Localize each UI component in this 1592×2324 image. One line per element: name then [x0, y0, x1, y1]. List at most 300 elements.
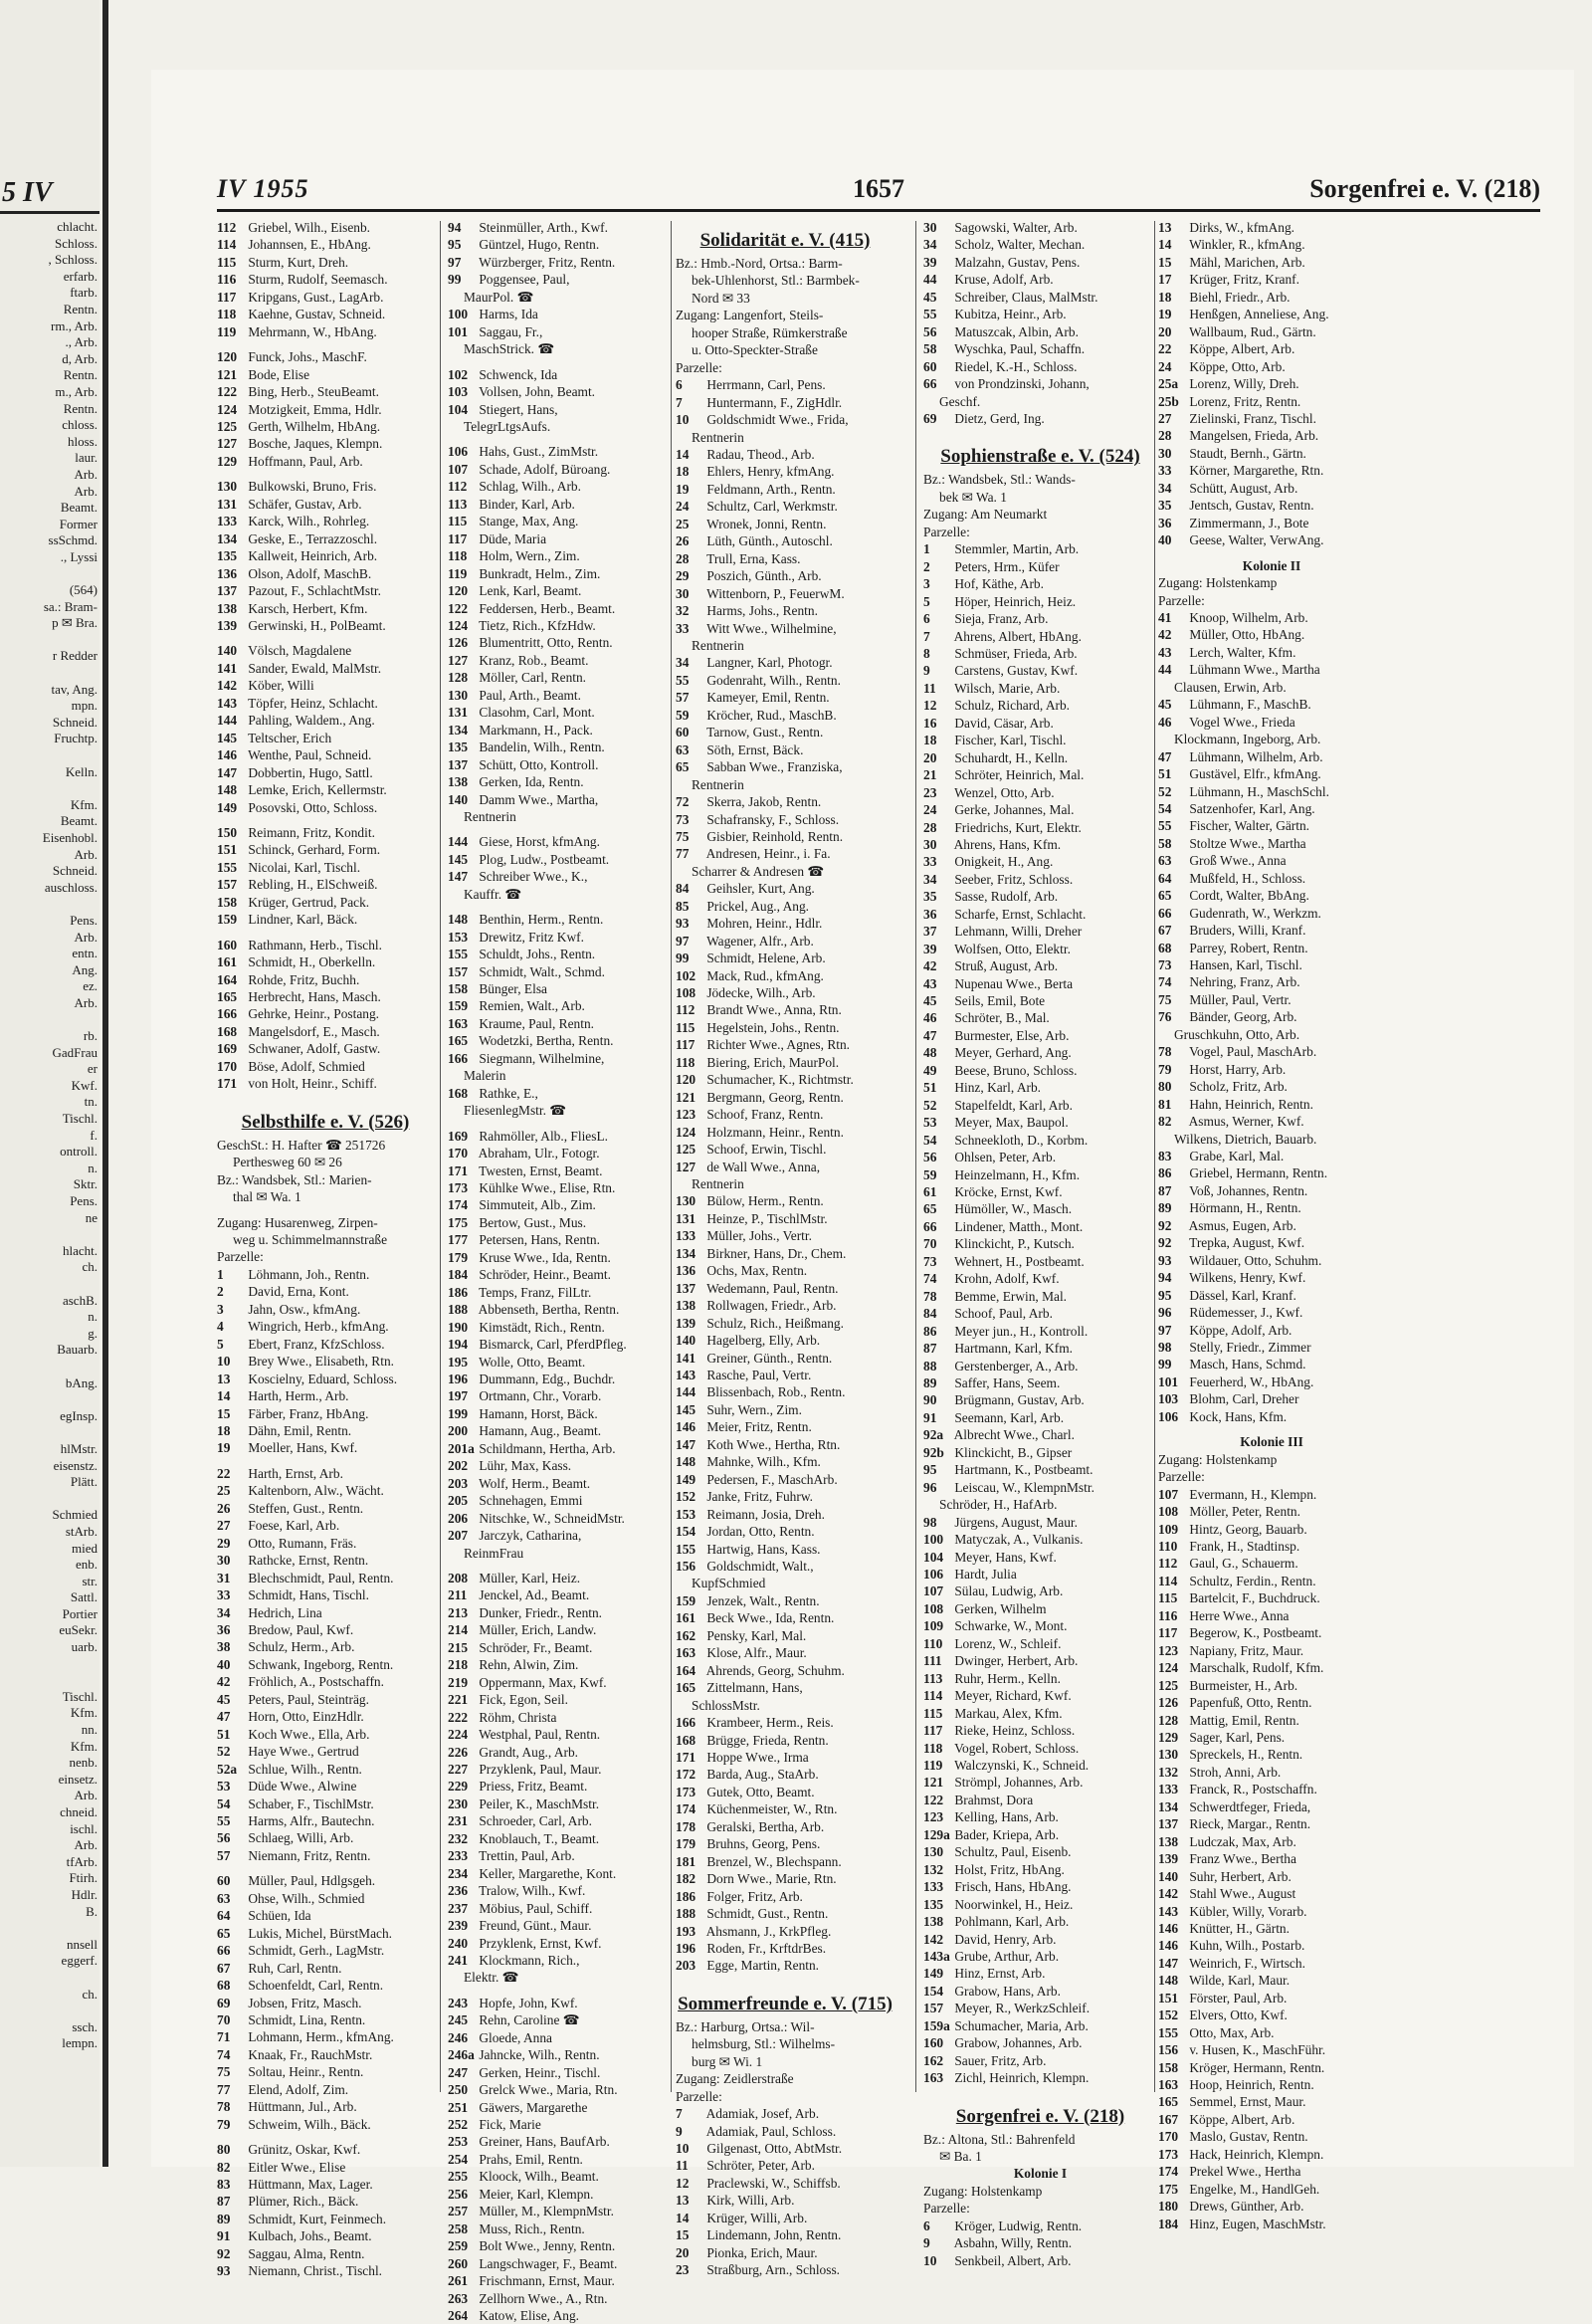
tenant-name: Schaber, F., TischlMstr. [245, 1796, 374, 1811]
tenant-name: Zichl, Heinrich, Klempn. [951, 2070, 1090, 2086]
continuation-line: ✉ Ba. 1 [939, 2149, 982, 2165]
parcel-number: 153 [676, 1506, 696, 1522]
parcel-number: 5 [923, 593, 930, 609]
tenant-name: Wallbaum, Rud., Gärtn. [1186, 323, 1316, 339]
tenant-name: Burmeister, H., Arb. [1186, 1677, 1298, 1693]
tenant-name: Mehrmann, W., HbAng. [245, 323, 377, 339]
parcel-entry [676, 1124, 895, 1141]
parcel-entry [923, 749, 1157, 766]
tenant-name: Gerke, Johannes, Mal. [951, 802, 1075, 818]
tenant-name: Mohren, Heinr., Hdlr. [703, 916, 823, 932]
tenant-name: Schulz, Richard, Arb. [951, 698, 1071, 714]
tenant-name: Düde, Maria [476, 530, 547, 546]
parcel-entry [217, 1977, 434, 1994]
continuation-line: thal ✉ Wa. 1 [233, 1189, 301, 1205]
tenant-name: Ohse, Wilh., Schmied [245, 1890, 365, 1906]
previous-page-line [0, 1656, 98, 1673]
parcel-entry [448, 1422, 667, 1439]
parcel-entry [923, 1531, 1157, 1548]
parcel-entry [923, 593, 1157, 610]
parcel-entry [676, 1367, 895, 1383]
parcel-entry [676, 602, 895, 619]
parcel-number: 28 [923, 819, 937, 835]
parcel-number: 19 [1158, 307, 1172, 322]
parcel-entry [676, 516, 895, 532]
tenant-name: Giese, Horst, kfmAng. [476, 834, 600, 850]
parcel-entry [217, 236, 434, 253]
tenant-name: Biering, Erich, MaurPol. [703, 1054, 840, 1070]
tenant-name: Grabe, Karl, Mal. [1186, 1149, 1285, 1164]
parcel-number: 171 [448, 1162, 469, 1178]
parcel-number: 43 [1158, 644, 1172, 660]
parcel-number: 140 [676, 1333, 696, 1349]
parcel-number: 208 [448, 1570, 469, 1585]
continuation-line: Elektr. ☎ [464, 1970, 519, 1986]
parcel-entry [217, 1638, 434, 1655]
parcel-number: 51 [923, 1080, 937, 1096]
tenant-name: Kameyer, Emil, Rentn. [703, 690, 830, 706]
previous-page-line: Arb. [74, 846, 98, 862]
tenant-name: Bülow, Herm., Rentn. [703, 1193, 824, 1209]
colony-heading: Kolonie I [1013, 2166, 1068, 2182]
previous-page-line: einsetz. [58, 1771, 98, 1787]
parcel-number: 106 [448, 444, 469, 460]
parcel-number: 170 [217, 1058, 238, 1074]
parcel-number: 144 [676, 1384, 696, 1400]
parcel-number: 16 [923, 715, 937, 731]
tenant-name: Greiner, Günth., Rentn. [703, 1350, 833, 1366]
tenant-name: Schmidt, Gerh., LagMstr. [245, 1943, 385, 1959]
tenant-name: Brey Wwe., Elisabeth, Rtn. [245, 1354, 394, 1370]
tenant-name: Wilkens, Henry, Kwf. [1186, 1270, 1306, 1286]
tenant-name: Ruh, Carl, Rentn. [245, 1960, 342, 1976]
parcel-entry [217, 841, 434, 858]
previous-page-line: Hdlr. [71, 1886, 98, 1902]
previous-page-line: Schneid. [52, 714, 98, 730]
previous-page-line: Beamt. [60, 813, 98, 829]
tenant-name: Saffer, Hans, Seem. [951, 1375, 1061, 1390]
parcel-number: 58 [923, 341, 937, 357]
parcel-number: 13 [676, 2193, 690, 2209]
parcel-number: 114 [923, 1688, 943, 1704]
parcel-entry [923, 1062, 1157, 1079]
parcel-entry [448, 1900, 667, 1917]
tenant-name: Burmester, Else, Arb. [951, 1027, 1070, 1043]
parcel-entry [448, 1179, 667, 1196]
parcel-number: 137 [1158, 1816, 1179, 1832]
parcel-number: 194 [448, 1337, 469, 1353]
previous-page-line: hlMstr. [60, 1440, 98, 1456]
parcel-number: 117 [676, 1037, 696, 1053]
parcel-entry [448, 565, 667, 582]
tenant-name: Schäfer, Gustav, Arb. [245, 496, 362, 512]
tenant-name: Bünger, Elsa [476, 981, 547, 997]
previous-page-line: Arb. [74, 1837, 98, 1853]
parcel-number: 93 [217, 2263, 231, 2279]
parcel-entry [676, 394, 895, 411]
association-info: Zugang: Holstenkamp [923, 2183, 1043, 2199]
previous-page-line [0, 747, 98, 764]
previous-page-line: tav, Ang. [51, 681, 98, 697]
parcel-entry [448, 1527, 667, 1544]
parcel-number: 151 [217, 842, 238, 858]
tenant-name: Schoof, Paul, Arb. [951, 1306, 1053, 1322]
parcel-entry [676, 2192, 895, 2209]
parcel-entry [923, 610, 1157, 627]
tenant-name: Müller, Paul, Hdlgsgeh. [245, 1873, 376, 1889]
tenant-name: Bulkowski, Bruno, Fris. [245, 479, 377, 495]
parcel-entry [448, 1621, 667, 1638]
parcel-number: 188 [448, 1302, 469, 1318]
previous-page-line: bAng. [65, 1374, 98, 1390]
tenant-name: Kröger, Hermann, Rentn. [1186, 2059, 1325, 2075]
parcel-number: 89 [923, 1375, 937, 1390]
tenant-name: Krohn, Adolf, Kwf. [951, 1271, 1060, 1287]
tenant-name: Holst, Fritz, HbAng. [951, 1861, 1065, 1877]
tenant-name: Gustävel, Elfr., kfmAng. [1186, 766, 1321, 782]
tenant-name: Schmidt, H., Oberkelln. [245, 954, 376, 970]
association-info: Zugang: Holstenkamp [1158, 575, 1278, 591]
parcel-number: 181 [676, 1853, 696, 1869]
tenant-name: Stroh, Anni, Arb. [1186, 1764, 1282, 1780]
previous-page-line [0, 1491, 98, 1508]
parcel-number: 115 [1158, 1590, 1178, 1606]
previous-page-line: g. [88, 1325, 98, 1341]
tenant-name: Ahrens, Hans, Kfm. [951, 836, 1062, 852]
tenant-name: Hansen, Karl, Tischl. [1186, 957, 1302, 973]
parcel-entry [217, 219, 434, 236]
parcel-entry [1158, 1287, 1385, 1304]
tenant-name: Güntzel, Hugo, Rentn. [476, 237, 600, 253]
tenant-name: Mangelsen, Frieda, Arb. [1186, 428, 1319, 444]
parcel-number: 143 [676, 1368, 696, 1382]
parcel-number: 53 [923, 1115, 937, 1131]
tenant-name: David, Cäsar, Arb. [951, 715, 1054, 731]
parcel-entry [676, 2157, 895, 2174]
tenant-name: Wittenborn, P., FeuerwM. [703, 585, 845, 601]
parcel-entry [448, 1231, 667, 1248]
parcel-entry [217, 289, 434, 306]
tenant-name: Wehnert, H., Postbeamt. [951, 1253, 1085, 1269]
parcel-entry [448, 547, 667, 564]
parcel-entry [1158, 1955, 1385, 1972]
parcel-number: 255 [448, 2169, 469, 2185]
parcel-entry [448, 2168, 667, 2185]
parcel-number: 20 [923, 749, 937, 765]
parcel-number: 27 [217, 1518, 231, 1534]
parcel-number: 96 [1158, 1305, 1172, 1321]
parcel-entry [676, 1870, 895, 1887]
parcel-number: 169 [217, 1041, 238, 1057]
tenant-name: Harms, Alfr., Bautechn. [245, 1812, 375, 1828]
parcel-number: 30 [217, 1553, 231, 1569]
parcel-number: 108 [1158, 1504, 1179, 1520]
tenant-name: Schmidt, Lina, Rentn. [245, 2011, 366, 2027]
tenant-name: Schwank, Ingeborg, Rentn. [245, 1656, 394, 1672]
parcel-entry [217, 418, 434, 435]
tenant-name: Trull, Erna, Kass. [703, 550, 801, 566]
tenant-name: Hörmann, H., Rentn. [1186, 1200, 1301, 1216]
parcel-entry [217, 254, 434, 271]
parcel-number: 123 [923, 1809, 944, 1825]
tenant-name: Vogel Wwe., Frieda [1186, 714, 1295, 730]
parcel-number: 165 [1158, 2094, 1179, 2110]
parcel-entry [448, 271, 667, 288]
tenant-name: Hamann, Aug., Beamt. [476, 1423, 602, 1439]
parcel-number: 67 [217, 1960, 231, 1976]
parcel-number: 205 [448, 1493, 469, 1509]
parcel-entry [923, 323, 1157, 340]
tenant-name: Schröter, Peter, Arb. [703, 2158, 815, 2174]
parcel-number: 89 [217, 2211, 231, 2226]
previous-page-line: ., Arb. [65, 334, 98, 350]
parcel-number: 259 [448, 2238, 469, 2254]
parcel-number: 33 [923, 854, 937, 870]
tenant-name: Grube, Arthur, Arb. [951, 1948, 1060, 1964]
tenant-name: Schildmann, Hertha, Arb. [476, 1440, 616, 1456]
parcel-number: 51 [1158, 766, 1172, 782]
parcel-entry [448, 634, 667, 651]
parcel-number: 61 [923, 1184, 937, 1200]
spacer [448, 435, 667, 443]
parcel-number: 23 [676, 2262, 690, 2278]
tenant-name: Hartmann, K., Postbeamt. [951, 1462, 1094, 1478]
parcel-number: 150 [217, 824, 238, 840]
tenant-name: Horn, Otto, EinzHdlr. [245, 1709, 364, 1725]
parcel-number: 143a [923, 1948, 950, 1964]
parcel-entry [1158, 393, 1385, 410]
parcel-number: 186 [676, 1888, 696, 1904]
tenant-name: Feddersen, Herb., Beamt. [476, 600, 616, 616]
parcel-number: 30 [923, 836, 937, 852]
parcel-number: 256 [448, 2186, 469, 2202]
tenant-name: Jenckel, Ad., Beamt. [476, 1587, 590, 1603]
parcel-number: 17 [1158, 272, 1172, 288]
parcel-number: 260 [448, 2255, 469, 2271]
parcel-entry [923, 1670, 1157, 1687]
tenant-name: Ahrends, Georg, Schuhm. [703, 1662, 845, 1678]
parcel-number: 14 [1158, 237, 1172, 253]
tenant-name: Motzigkeit, Emma, Hdlr. [245, 401, 382, 417]
parcel-number: 139 [217, 617, 238, 633]
parcel-entry [217, 1023, 434, 1040]
parcel-number: 162 [923, 2052, 944, 2068]
tenant-name: Höper, Heinrich, Heiz. [951, 593, 1077, 609]
tenant-name: Meyer, Max, Baupol. [951, 1115, 1069, 1131]
tenant-name: Pedersen, F., MaschArb. [703, 1471, 838, 1487]
tenant-name: Rathcke, Ernst, Rentn. [245, 1553, 369, 1569]
parcel-entry [217, 1586, 434, 1603]
parcel-number: 132 [923, 1861, 944, 1877]
parcel-entry [448, 1830, 667, 1847]
parcel-number: 11 [923, 680, 936, 696]
parcel-entry [448, 739, 667, 755]
parcel-entry [217, 1691, 434, 1708]
parcel-number: 142 [923, 1931, 944, 1947]
parcel-number: 179 [448, 1249, 469, 1265]
parcel-entry [217, 1726, 434, 1743]
parcel-entry [448, 1726, 667, 1743]
continuation-line: MaurPol. ☎ [464, 289, 534, 305]
previous-page-line: Pens. [70, 1193, 98, 1209]
parcel-entry [448, 2064, 667, 2081]
parcel-number: 203 [676, 1958, 696, 1974]
parcel-entry [1158, 1503, 1385, 1520]
parcel-entry [448, 1917, 667, 1934]
previous-page-line: Kwf. [71, 1077, 98, 1093]
continuation-line: hooper Straße, Rümkerstraße [692, 324, 848, 340]
parcel-entry [217, 2141, 434, 2158]
parcel-entry [1158, 427, 1385, 444]
parcel-number: 93 [676, 916, 690, 932]
parcel-entry [448, 1354, 667, 1371]
tenant-name: Müller, Karl, Heiz. [476, 1570, 581, 1585]
tenant-name: Blechschmidt, Paul, Rentn. [245, 1570, 394, 1585]
tenant-name: Sülau, Ludwig, Arb. [951, 1584, 1064, 1599]
parcel-number: 28 [1158, 428, 1172, 444]
tenant-name: Goldschmidt Wwe., Frida, [703, 412, 849, 428]
parcel-entry [448, 530, 667, 547]
parcel-entry [676, 1679, 895, 1696]
tenant-name: Birkner, Hans, Dr., Chem. [703, 1245, 847, 1261]
previous-page-rule [0, 211, 100, 214]
parcel-number: 171 [217, 1076, 238, 1092]
tenant-name: Blumentritt, Otto, Rentn. [476, 635, 613, 651]
parcel-entry [217, 1482, 434, 1499]
tenant-name: Lühmann, F., MaschB. [1186, 697, 1311, 713]
tenant-name: Herre Wwe., Anna [1186, 1607, 1290, 1623]
parcel-entry [1158, 1642, 1385, 1659]
parcel-entry [448, 600, 667, 617]
tenant-name: Gloede, Anna [476, 2029, 552, 2045]
tenant-name: Dobbertin, Hugo, Sattl. [245, 764, 373, 780]
tenant-name: Hack, Heinrich, Klempn. [1186, 2146, 1324, 2162]
parcel-number: 160 [923, 2035, 944, 2051]
tenant-name: Feuerherd, W., HbAng. [1186, 1373, 1314, 1389]
parcel-number: 163 [676, 1645, 696, 1661]
parcel-entry [217, 1500, 434, 1517]
parcel-entry [448, 2081, 667, 2098]
tenant-name: Klinckicht, P., Kutsch. [951, 1236, 1075, 1252]
spacer [448, 358, 667, 366]
parcel-number: 66 [1158, 905, 1172, 921]
parcel-number: 79 [1158, 1061, 1172, 1077]
tenant-name: Schuldt, Johs., Rentn. [476, 947, 596, 962]
parcel-entry [676, 2210, 895, 2226]
parcel-entry [448, 306, 667, 322]
previous-page-line [0, 780, 98, 797]
parcel-number: 234 [448, 1865, 469, 1881]
tenant-name: Prahs, Emil, Rentn. [476, 2151, 583, 2167]
parcel-number: 117 [1158, 1625, 1178, 1641]
parcel-number: 180 [1158, 2199, 1179, 2215]
spacer [217, 1457, 434, 1465]
parcel-entry [923, 289, 1157, 306]
tenant-name: Rathke, E., [476, 1085, 538, 1101]
parcel-entry [448, 1639, 667, 1656]
parcel-number: 200 [448, 1423, 469, 1439]
tenant-name: Stemmler, Martin, Arb. [951, 541, 1080, 557]
parcel-number: 170 [448, 1146, 469, 1162]
parcel-number: 44 [923, 272, 937, 288]
spacer [923, 2087, 1157, 2095]
parcel-number: 15 [217, 1405, 231, 1421]
previous-page-line [0, 1920, 98, 1937]
parcel-entry [217, 1872, 434, 1889]
parcel-entry [217, 1075, 434, 1092]
continuation-line: u. Otto-Speckter-Straße [692, 342, 818, 358]
tenant-name: Soltau, Heinr., Rentn. [245, 2064, 364, 2080]
parcel-entry [448, 2203, 667, 2219]
parcel-number: 137 [217, 583, 238, 599]
parcel-entry [217, 988, 434, 1005]
parcel-entry [923, 645, 1157, 662]
column-divider [671, 221, 672, 2092]
tenant-name: Steffen, Gust., Rentn. [245, 1500, 364, 1516]
tenant-name: Gerth, Wilhelm, HbAng. [245, 418, 381, 434]
parcel-number: 157 [448, 963, 469, 979]
tenant-name: Schoof, Franz, Rentn. [703, 1107, 824, 1123]
continuation-line: Perthesweg 60 ✉ 26 [233, 1155, 342, 1170]
parcel-entry [676, 880, 895, 897]
parcel-number: 149 [676, 1471, 696, 1487]
parcel-entry [923, 1218, 1157, 1235]
tenant-name: Trettin, Paul, Arb. [476, 1848, 575, 1864]
tenant-name: Gilgenast, Otto, AbtMstr. [703, 2141, 843, 2157]
tenant-name: Gerken, Ida, Rentn. [476, 774, 584, 790]
parcel-number: 170 [1158, 2129, 1179, 2145]
parcel-entry [217, 1336, 434, 1353]
parcel-entry [923, 1305, 1157, 1322]
tenant-name: Godenraht, Wilh., Rentn. [703, 672, 841, 688]
parcel-entry [1158, 991, 1385, 1008]
spacer [217, 2133, 434, 2141]
parcel-number: 141 [676, 1350, 696, 1366]
previous-page-line [0, 1359, 98, 1375]
parcel-number: 165 [676, 1680, 696, 1696]
parcel-entry [217, 401, 434, 418]
parcel-number: 34 [676, 655, 690, 671]
tenant-name: Schreiber, Claus, MalMstr. [951, 289, 1098, 305]
parcel-number: 45 [923, 993, 937, 1009]
tenant-name: Wagener, Alfr., Arb. [703, 933, 814, 949]
parcel-entry [217, 660, 434, 677]
previous-page-line [0, 896, 98, 913]
parcel-number: 131 [676, 1210, 696, 1226]
parcel-number: 179 [676, 1836, 696, 1852]
parcel-entry [217, 1796, 434, 1812]
parcel-entry [448, 366, 667, 383]
tenant-name: Nupenau Wwe., Berta [951, 975, 1074, 991]
parcel-number: 146 [217, 747, 238, 763]
tenant-name: Damm Wwe., Martha, [476, 791, 599, 807]
parcel-entry [217, 2011, 434, 2028]
parcel-number: 2 [217, 1284, 224, 1300]
parcel-number: 10 [676, 2141, 690, 2157]
parcel-entry [448, 1266, 667, 1283]
parcel-entry [676, 1818, 895, 1835]
parcel-entry [448, 1812, 667, 1829]
parcel-entry [217, 306, 434, 322]
parcel-entry [1158, 2128, 1385, 2145]
tenant-name: Plümer, Rich., Bäck. [245, 2194, 359, 2210]
previous-page-line: Rentn. [63, 367, 98, 383]
previous-page-line: Tischl. [62, 1688, 98, 1704]
parcel-number: 26 [217, 1500, 231, 1516]
parcel-number: 75 [1158, 991, 1172, 1007]
parcel-number: 128 [1158, 1712, 1179, 1728]
parcel-number: 172 [676, 1767, 696, 1783]
